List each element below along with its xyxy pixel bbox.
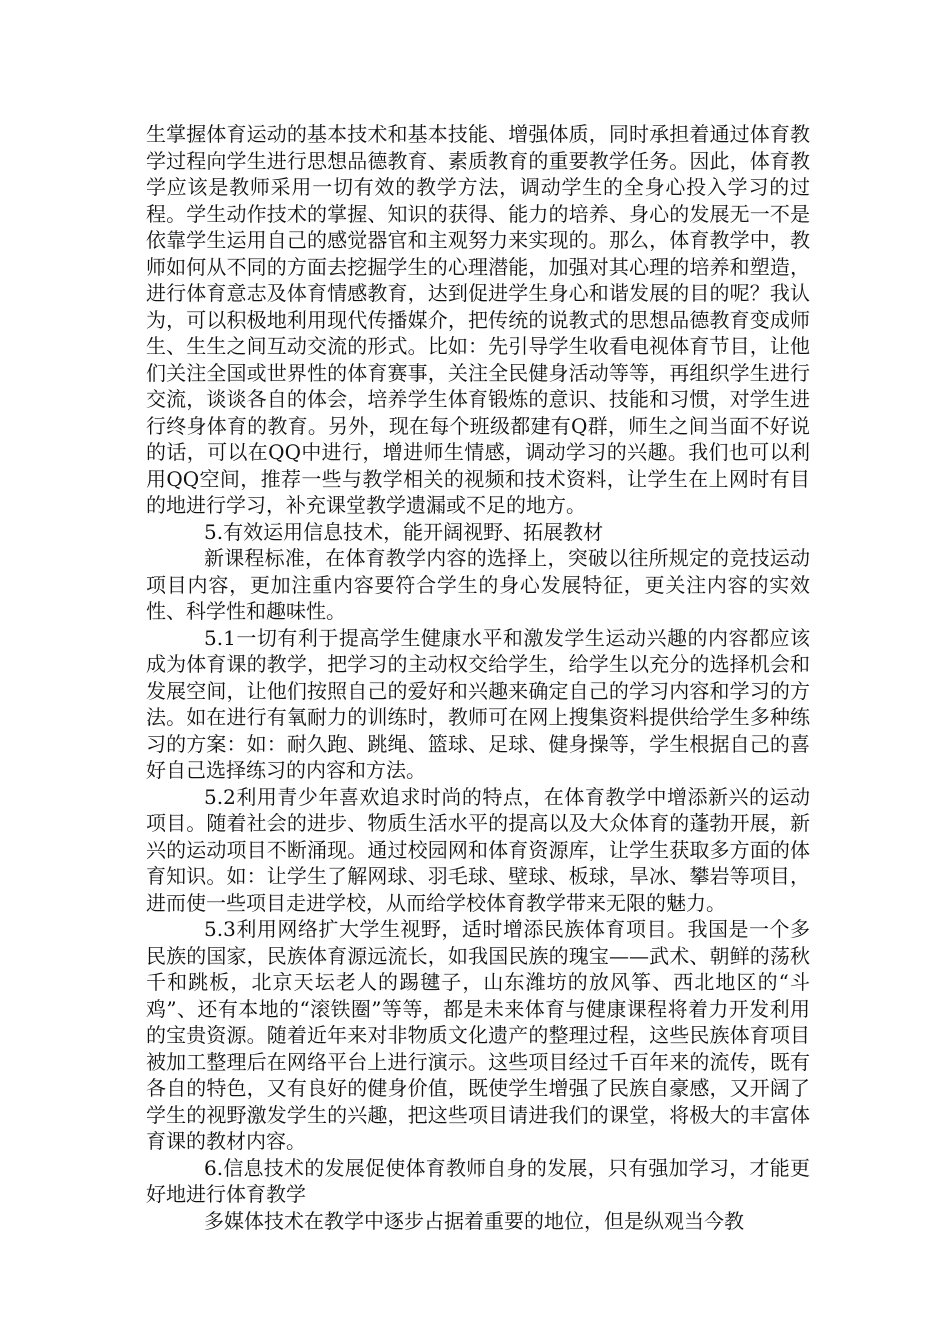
paragraph-5-2: 5.2利用青少年喜欢追求时尚的特点，在体育教学中增添新兴的运动项目。随着社会的进步、物质生活水平的提高以及大众体育的蓬勃开展，新兴的运动项目不断涌现。通过校园网和体育资源库，让学生获取多方面的体育知识。如：让学生了解网球、羽毛球、壁球、板球，旱冰、攀岩等项目，进而使一些项目走进学校，从而给学校体育教学带来无限的魅力。 xyxy=(146,784,810,915)
paragraph-continuation: 生掌握体育运动的基本技术和基本技能、增强体质，同时承担着通过体育教学过程向学生进行思想品德教育、素质教育的重要教学任务。因此，体育教学应该是教师采用一切有效的教学方法，调动学生的全身心投入学习的过程。学生动作技术的掌握、知识的获得、能力的培养、身心的发展无一不是依靠学生运用自己的感觉器官和主观努力来实现的。那么，体育教学中，教师如何从不同的方面去挖掘学生的心理潜能，加强对其心理的培养和塑造，进行体育意志及体育情感教育，达到促进学生身心和谐发展的目的呢？我认为，可以积极地利用现代传播媒介，把传统的说教式的思想品德教育变成师生、生生之间互动交流的形式。比如：先引导学生收看电视体育节目，让他们关注全国或世界性的体育赛事，关注全民健身活动等等，再组织学生进行交流，谈谈各自的体会，培养学生体育锻炼的意识、技能和习惯，对学生进行终身体育的教育。另外，现在每个班级都建有Q群，师生之间当面不好说的话，可以在QQ中进行，增进师生情感，调动学习的兴趣。我们也可以利用QQ空间，推荐一些与教学相关的视频和技术资料，让学生在上网时有目的地进行学习，补充课堂教学遗漏或不足的地方。 xyxy=(146,122,810,517)
paragraph-5-intro: 新课程标准，在体育教学内容的选择上，突破以往所规定的竞技运动项目内容，更加注重内容要符合学生的身心发展特征，更关注内容的实效性、科学性和趣味性。 xyxy=(146,546,810,623)
paragraph-5-1: 5.1一切有利于提高学生健康水平和激发学生运动兴趣的内容都应该成为体育课的教学，把学习的主动权交给学生，给学生以充分的选择机会和发展空间，让他们按照自己的爱好和兴趣来确定自己的学习内容和学习的方法。如在进行有氧耐力的训练时，教师可在网上搜集资料提供给学生多种练习的方案：如：耐久跑、跳绳、篮球、足球、健身操等，学生根据自己的喜好自己选择练习的内容和方法。 xyxy=(146,625,810,782)
section-heading-6: 6.信息技术的发展促使体育教师自身的发展，只有强加学习，才能更好地进行体育教学 xyxy=(146,1155,810,1206)
paragraph-6-intro: 多媒体技术在教学中逐步占据着重要的地位，但是纵观当今教 xyxy=(204,1208,744,1233)
body-text xyxy=(146,121,810,1234)
section-heading-5: 5.有效运用信息技术，能开阔视野、拓展教材 xyxy=(204,519,604,544)
paragraph-5-3: 5.3利用网络扩大学生视野，适时增添民族体育项目。我国是一个多民族的国家，民族体育源远流长，如我国民族的瑰宝——武术、朝鲜的荡秋千和跳板，北京天坛老人的踢毽子，山东潍坊的放风筝、西北地区的“斗鸡”、还有本地的“滚铁圈”等等，都是未来体育与健康课程将着力开发利用的宝贵资源。随着近年来对非物质文化遗产的整理过程，这些民族体育项目被加工整理后在网络平台上进行演示。这些项目经过千百年来的流传，既有各自的特色，又有良好的健身价值，既使学生增强了民族自豪感，又开阔了学生的视野激发学生的兴趣，把这些项目请进我们的课堂，将极大的丰富体育课的教材内容。 xyxy=(146,917,810,1153)
